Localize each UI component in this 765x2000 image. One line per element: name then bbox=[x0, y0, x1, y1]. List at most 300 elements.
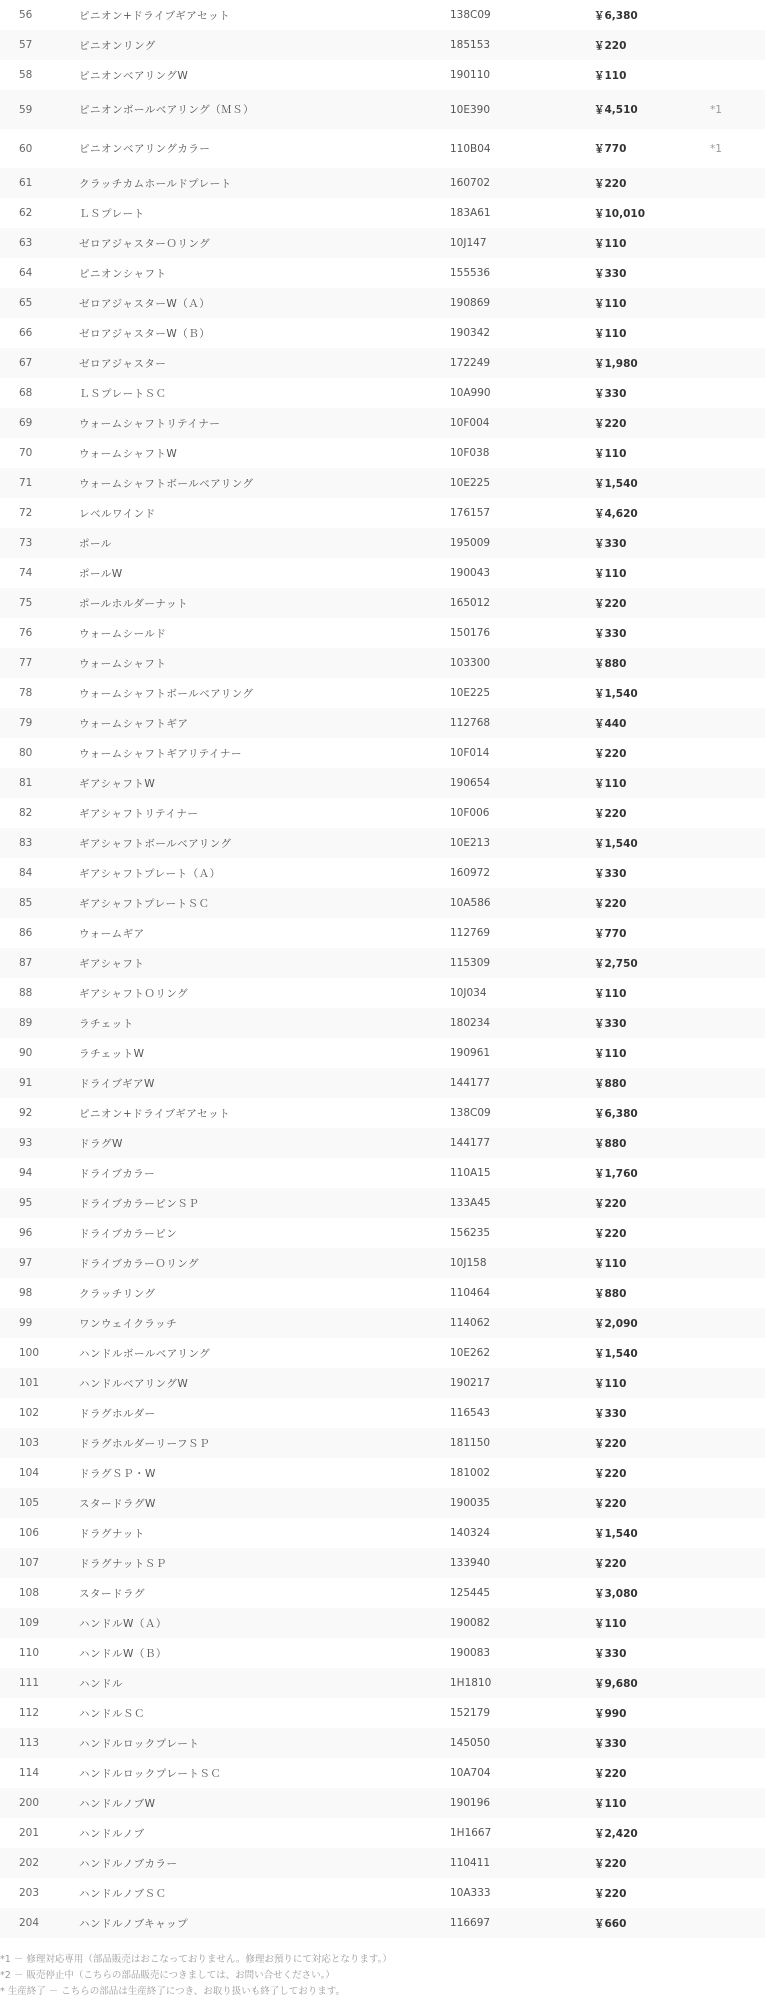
table-row bbox=[0, 348, 765, 378]
part-name-cell: ゼロアジャスターW（Ｂ） bbox=[79, 327, 211, 340]
part-note-cell bbox=[704, 918, 765, 948]
part-code-cell: 145050 bbox=[450, 1728, 594, 1758]
part-name-cell: ピニオン+ドライブギアセット bbox=[79, 1107, 231, 1120]
part-number-cell: 89 bbox=[0, 1008, 79, 1038]
part-number-cell: 90 bbox=[19, 1047, 33, 1059]
part-note-cell bbox=[704, 828, 765, 858]
part-price-cell: ￥330 bbox=[594, 1407, 627, 1420]
part-note-cell bbox=[704, 0, 765, 30]
part-note-cell bbox=[704, 1848, 765, 1878]
part-note-cell bbox=[704, 858, 765, 888]
part-name-cell: ウォームシャフトギア bbox=[79, 708, 450, 738]
table-row bbox=[0, 1488, 765, 1518]
footnotes bbox=[0, 1938, 765, 2000]
part-note-cell bbox=[704, 1248, 765, 1278]
part-number-cell: 82 bbox=[19, 807, 33, 819]
part-number-cell: 72 bbox=[19, 507, 33, 519]
part-price-cell: ￥330 bbox=[594, 1647, 627, 1660]
table-row bbox=[0, 1788, 765, 1818]
part-price-cell: ￥330 bbox=[594, 387, 627, 400]
part-price-cell: ￥880 bbox=[594, 648, 704, 678]
part-price-cell: ￥6,380 bbox=[594, 1107, 638, 1120]
part-number-cell: 56 bbox=[19, 9, 33, 21]
part-price-cell: ￥110 bbox=[594, 69, 627, 82]
part-name-cell: ハンドルノブ bbox=[79, 1827, 145, 1840]
part-number-cell: 112 bbox=[19, 1707, 40, 1719]
part-name-cell: ラチェット bbox=[79, 1008, 450, 1038]
part-name-cell: ウォームシャフト bbox=[79, 648, 450, 678]
table-row bbox=[0, 528, 765, 558]
part-name-cell: ハンドルＳＣ bbox=[79, 1707, 145, 1720]
part-number-cell: 114 bbox=[19, 1767, 40, 1779]
part-code-cell: 133A45 bbox=[450, 1188, 594, 1218]
part-name-cell: ドライブカラーＯリング bbox=[79, 1248, 450, 1278]
part-name-cell: ピニオンリング bbox=[79, 30, 450, 60]
part-note-cell bbox=[704, 1578, 765, 1608]
part-name-cell: ＬＳプレートＳＣ bbox=[79, 387, 167, 400]
table-row bbox=[0, 1698, 765, 1728]
table-row bbox=[0, 1038, 765, 1068]
part-name-cell: ドラグＳＰ・W bbox=[79, 1467, 156, 1480]
part-note-cell bbox=[704, 708, 765, 738]
part-note-cell bbox=[704, 1218, 765, 1248]
part-price-cell: ￥6,380 bbox=[594, 9, 638, 22]
part-number-cell: 102 bbox=[19, 1407, 40, 1419]
part-price-cell: ￥330 bbox=[594, 267, 627, 280]
part-code-cell: 152179 bbox=[450, 1707, 491, 1719]
part-number-cell: 200 bbox=[0, 1788, 79, 1818]
part-code-cell: 190342 bbox=[450, 327, 491, 339]
table-row bbox=[0, 498, 765, 528]
table-row bbox=[0, 948, 765, 978]
part-code-cell: 10J158 bbox=[450, 1248, 594, 1278]
footnote-2: *2 － 販売停止中（こちらの部品販売につきましては、お問い合せください。） bbox=[0, 1970, 335, 1981]
part-number-cell: 66 bbox=[19, 327, 33, 339]
part-note-cell bbox=[704, 1638, 765, 1668]
part-name-cell: クラッチカムホールドプレート bbox=[79, 168, 450, 198]
part-name-cell: ドラグホルダーリーフＳＰ bbox=[79, 1428, 450, 1458]
part-price-cell: ￥1,540 bbox=[594, 1527, 638, 1540]
part-note-cell bbox=[704, 408, 765, 438]
part-code-cell: 110464 bbox=[450, 1287, 491, 1299]
part-note-cell bbox=[704, 318, 765, 348]
part-note-cell bbox=[704, 1038, 765, 1068]
table-row bbox=[0, 888, 765, 918]
part-price-cell: ￥220 bbox=[594, 30, 704, 60]
part-number-cell: 104 bbox=[19, 1467, 40, 1479]
table-row bbox=[0, 228, 765, 258]
part-price-cell: ￥110 bbox=[594, 1248, 704, 1278]
part-price-cell: ￥220 bbox=[594, 1227, 627, 1240]
table-row bbox=[0, 408, 765, 438]
part-code-cell: 115309 bbox=[450, 948, 594, 978]
table-row bbox=[0, 1278, 765, 1308]
part-name-cell: ゼロアジャスターW（Ａ） bbox=[79, 288, 450, 318]
part-code-cell: 1H1667 bbox=[450, 1827, 492, 1839]
part-note-cell bbox=[704, 738, 765, 768]
part-number-cell: 94 bbox=[19, 1167, 33, 1179]
part-code-cell: 190035 bbox=[450, 1488, 594, 1518]
table-row bbox=[0, 798, 765, 828]
part-price-cell: ￥330 bbox=[594, 627, 627, 640]
part-code-cell: 138C09 bbox=[450, 1107, 491, 1119]
footnote-3: * 生産終了 － こちらの部品は生産終了につき、お取り扱いも終了しております。 bbox=[0, 1986, 345, 1997]
part-code-cell: 160702 bbox=[450, 168, 594, 198]
part-price-cell: ￥220 bbox=[594, 888, 704, 918]
part-number-cell: 98 bbox=[19, 1287, 33, 1299]
table-row bbox=[0, 1398, 765, 1428]
part-name-cell: ピニオン+ドライブギアセット bbox=[79, 9, 231, 22]
part-note-cell bbox=[704, 1908, 765, 1938]
part-note-cell: *1 bbox=[710, 142, 722, 155]
part-price-cell: ￥110 bbox=[594, 567, 627, 580]
part-note-cell bbox=[704, 618, 765, 648]
part-name-cell: ドライブギアW bbox=[79, 1068, 450, 1098]
table-row bbox=[0, 558, 765, 588]
part-price-cell: ￥220 bbox=[594, 1848, 704, 1878]
part-note-cell bbox=[704, 558, 765, 588]
part-code-cell: 1H1810 bbox=[450, 1668, 594, 1698]
part-price-cell: ￥440 bbox=[594, 708, 704, 738]
part-name-cell: ハンドルノブキャップ bbox=[79, 1908, 450, 1938]
part-number-cell: 76 bbox=[19, 627, 33, 639]
part-note-cell bbox=[704, 1398, 765, 1428]
table-row bbox=[0, 1458, 765, 1488]
part-note-cell bbox=[704, 438, 765, 468]
part-price-cell: ￥660 bbox=[594, 1908, 704, 1938]
part-code-cell: 195009 bbox=[450, 528, 594, 558]
part-note-cell bbox=[704, 1068, 765, 1098]
table-row bbox=[0, 1818, 765, 1848]
part-note-cell bbox=[704, 798, 765, 828]
table-row bbox=[0, 1128, 765, 1158]
part-name-cell: ウォームシールド bbox=[79, 627, 167, 640]
part-price-cell: ￥110 bbox=[594, 1608, 704, 1638]
part-code-cell: 10E390 bbox=[450, 90, 594, 129]
table-row bbox=[0, 288, 765, 318]
part-price-cell: ￥220 bbox=[594, 168, 704, 198]
part-name-cell: ＬＳプレート bbox=[79, 207, 145, 220]
part-number-cell: 88 bbox=[19, 987, 33, 999]
part-code-cell: 114062 bbox=[450, 1308, 594, 1338]
part-note-cell bbox=[704, 1098, 765, 1128]
part-code-cell: 190217 bbox=[450, 1368, 594, 1398]
part-note-cell bbox=[704, 228, 765, 258]
part-code-cell: 10A704 bbox=[450, 1767, 491, 1779]
part-code-cell: 10J147 bbox=[450, 228, 594, 258]
part-name-cell: ピニオンボールベアリング（ＭＳ） bbox=[79, 90, 450, 129]
part-price-cell: ￥3,080 bbox=[594, 1587, 638, 1600]
part-note-cell bbox=[704, 1788, 765, 1818]
part-number-cell: 81 bbox=[0, 768, 79, 798]
part-code-cell: 133940 bbox=[450, 1548, 594, 1578]
part-code-cell: 10A586 bbox=[450, 888, 594, 918]
table-row bbox=[0, 468, 765, 498]
part-price-cell: ￥110 bbox=[594, 987, 627, 1000]
table-row bbox=[0, 1008, 765, 1038]
part-price-cell: ￥110 bbox=[594, 228, 704, 258]
part-price-cell: ￥2,420 bbox=[594, 1827, 638, 1840]
part-name-cell: クラッチリング bbox=[79, 1287, 156, 1300]
part-code-cell: 190196 bbox=[450, 1788, 594, 1818]
part-number-cell: 100 bbox=[19, 1347, 40, 1359]
part-note-cell bbox=[704, 528, 765, 558]
table-row bbox=[0, 258, 765, 288]
table-row bbox=[0, 1428, 765, 1458]
part-name-cell: ギアシャフトリテイナー bbox=[79, 807, 199, 820]
part-price-cell: ￥110 bbox=[594, 288, 704, 318]
part-code-cell: 180234 bbox=[450, 1008, 594, 1038]
part-name-cell: ピニオンベアリングW bbox=[79, 69, 189, 82]
table-row bbox=[0, 1518, 765, 1548]
part-name-cell: ハンドル bbox=[79, 1668, 450, 1698]
part-number-cell: 110 bbox=[19, 1647, 40, 1659]
table-row bbox=[0, 678, 765, 708]
part-note-cell bbox=[704, 348, 765, 378]
table-row bbox=[0, 918, 765, 948]
table-row bbox=[0, 168, 765, 198]
part-name-cell: ウォームシャフトボールベアリング bbox=[79, 468, 450, 498]
part-code-cell: 176157 bbox=[450, 507, 491, 519]
part-name-cell: ハンドルノブカラー bbox=[79, 1848, 450, 1878]
part-name-cell: ドライブカラーピンＳＰ bbox=[79, 1188, 450, 1218]
part-note-cell bbox=[704, 1278, 765, 1308]
part-name-cell: スタードラグ bbox=[79, 1587, 145, 1600]
part-code-cell: 125445 bbox=[450, 1587, 491, 1599]
table-row bbox=[0, 90, 765, 129]
part-note-cell bbox=[704, 1488, 765, 1518]
part-name-cell: ピニオンシャフト bbox=[79, 267, 167, 280]
table-row bbox=[0, 129, 765, 168]
part-number-cell: 86 bbox=[19, 927, 33, 939]
part-name-cell: ゼロアジャスターＯリング bbox=[79, 228, 450, 258]
part-number-cell: 85 bbox=[0, 888, 79, 918]
part-note-cell bbox=[704, 1818, 765, 1848]
part-number-cell: 99 bbox=[0, 1308, 79, 1338]
part-price-cell: ￥1,540 bbox=[594, 468, 704, 498]
part-code-cell: 10J034 bbox=[450, 987, 487, 999]
part-name-cell: ハンドルノブＳＣ bbox=[79, 1887, 167, 1900]
part-number-cell: 74 bbox=[19, 567, 33, 579]
part-name-cell: ドラグナット bbox=[79, 1527, 145, 1540]
part-note-cell bbox=[704, 378, 765, 408]
part-name-cell: ゼロアジャスター bbox=[79, 348, 450, 378]
part-name-cell: ギアシャフトプレート（Ａ） bbox=[79, 867, 221, 880]
part-code-cell: 155536 bbox=[450, 267, 491, 279]
part-note-cell bbox=[704, 498, 765, 528]
part-name-cell: ハンドルW（Ａ） bbox=[79, 1608, 450, 1638]
part-code-cell: 10E225 bbox=[450, 468, 594, 498]
part-name-cell: ウォームシャフトギアリテイナー bbox=[79, 747, 243, 760]
part-note-cell bbox=[704, 258, 765, 288]
part-name-cell: ウォームギア bbox=[79, 927, 145, 940]
part-note-cell bbox=[704, 1428, 765, 1458]
part-number-cell: 113 bbox=[0, 1728, 79, 1758]
part-number-cell: 75 bbox=[0, 588, 79, 618]
part-number-cell: 111 bbox=[0, 1668, 79, 1698]
footnote-1: *1 － 修理対応専用（部品販売はおこなっておりません。修理お預りにて対応となります。） bbox=[0, 1954, 392, 1965]
part-note-cell bbox=[704, 1728, 765, 1758]
part-number-cell: 62 bbox=[19, 207, 33, 219]
table-row bbox=[0, 1878, 765, 1908]
part-number-cell: 60 bbox=[19, 142, 33, 155]
part-price-cell: ￥1,540 bbox=[594, 1347, 638, 1360]
table-row bbox=[0, 828, 765, 858]
part-number-cell: 105 bbox=[0, 1488, 79, 1518]
part-note-cell bbox=[704, 60, 765, 90]
part-note-cell bbox=[704, 768, 765, 798]
part-code-cell: 181002 bbox=[450, 1467, 491, 1479]
part-number-cell: 64 bbox=[19, 267, 33, 279]
part-note-cell bbox=[704, 1188, 765, 1218]
part-code-cell: 190869 bbox=[450, 288, 594, 318]
part-price-cell: ￥2,090 bbox=[594, 1308, 704, 1338]
part-note-cell bbox=[704, 288, 765, 318]
part-code-cell: 190961 bbox=[450, 1047, 491, 1059]
part-number-cell: 84 bbox=[19, 867, 33, 879]
table-row bbox=[0, 1158, 765, 1188]
part-number-cell: 96 bbox=[19, 1227, 33, 1239]
part-note-cell bbox=[704, 678, 765, 708]
part-number-cell: 59 bbox=[0, 90, 79, 129]
part-code-cell: 116543 bbox=[450, 1407, 491, 1419]
part-number-cell: 79 bbox=[0, 708, 79, 738]
part-price-cell: ￥10,010 bbox=[594, 207, 646, 220]
part-code-cell: 10A990 bbox=[450, 387, 491, 399]
part-number-cell: 73 bbox=[0, 528, 79, 558]
part-name-cell: ギアシャフトＯリング bbox=[79, 987, 189, 1000]
part-note-cell bbox=[704, 588, 765, 618]
part-number-cell: 70 bbox=[19, 447, 33, 459]
part-number-cell: 61 bbox=[0, 168, 79, 198]
part-price-cell: ￥220 bbox=[594, 1188, 704, 1218]
table-row bbox=[0, 60, 765, 90]
part-price-cell: ￥1,760 bbox=[594, 1167, 638, 1180]
part-price-cell: ￥220 bbox=[594, 1488, 704, 1518]
part-name-cell: ラチェットW bbox=[79, 1047, 145, 1060]
part-note-cell bbox=[704, 1128, 765, 1158]
part-price-cell: ￥110 bbox=[594, 327, 627, 340]
part-name-cell: ギアシャフトプレートＳＣ bbox=[79, 888, 450, 918]
part-code-cell: 110B04 bbox=[450, 142, 491, 155]
part-name-cell: ハンドルロックプレート bbox=[79, 1728, 450, 1758]
table-row bbox=[0, 1218, 765, 1248]
part-name-cell: ハンドルボールベアリング bbox=[79, 1347, 211, 1360]
table-row bbox=[0, 1248, 765, 1278]
table-row bbox=[0, 1308, 765, 1338]
part-name-cell: ドラグホルダー bbox=[79, 1407, 156, 1420]
table-row bbox=[0, 708, 765, 738]
part-price-cell: ￥770 bbox=[594, 143, 627, 155]
part-number-cell: 97 bbox=[0, 1248, 79, 1278]
table-row bbox=[0, 1578, 765, 1608]
part-code-cell: 144177 bbox=[450, 1068, 594, 1098]
part-code-cell: 190043 bbox=[450, 567, 491, 579]
part-code-cell: 190654 bbox=[450, 768, 594, 798]
part-price-cell: ￥9,680 bbox=[594, 1668, 704, 1698]
part-number-cell: 93 bbox=[0, 1128, 79, 1158]
part-code-cell: 160972 bbox=[450, 867, 491, 879]
table-row bbox=[0, 1368, 765, 1398]
part-name-cell: ハンドルロックプレートＳＣ bbox=[79, 1767, 222, 1780]
part-code-cell: 190082 bbox=[450, 1608, 594, 1638]
part-note-cell bbox=[704, 1758, 765, 1788]
part-note-cell bbox=[704, 1338, 765, 1368]
part-price-cell: ￥220 bbox=[594, 1767, 627, 1780]
table-row bbox=[0, 738, 765, 768]
part-name-cell: ウォームシャフトW bbox=[79, 447, 178, 460]
part-number-cell: 204 bbox=[0, 1908, 79, 1938]
part-note-cell bbox=[704, 648, 765, 678]
table-row bbox=[0, 318, 765, 348]
table-row bbox=[0, 1098, 765, 1128]
table-row bbox=[0, 1068, 765, 1098]
part-note-cell bbox=[704, 1878, 765, 1908]
part-name-cell: スタードラグW bbox=[79, 1488, 450, 1518]
part-code-cell: 10F038 bbox=[450, 447, 490, 459]
table-row bbox=[0, 588, 765, 618]
part-name-cell: ポールホルダーナット bbox=[79, 588, 450, 618]
part-number-cell: 69 bbox=[0, 408, 79, 438]
part-price-cell: ￥110 bbox=[594, 768, 704, 798]
table-row bbox=[0, 438, 765, 468]
part-price-cell: ￥110 bbox=[594, 1047, 627, 1060]
part-number-cell: 68 bbox=[19, 387, 33, 399]
part-number-cell: 78 bbox=[19, 687, 33, 699]
part-price-cell: ￥220 bbox=[594, 1428, 704, 1458]
part-note-cell bbox=[704, 948, 765, 978]
part-price-cell: ￥4,620 bbox=[594, 507, 638, 520]
part-number-cell: 83 bbox=[0, 828, 79, 858]
part-code-cell: 112769 bbox=[450, 927, 491, 939]
part-note-cell bbox=[704, 30, 765, 60]
table-row bbox=[0, 198, 765, 228]
part-note-cell bbox=[704, 168, 765, 198]
part-note-cell bbox=[704, 1158, 765, 1188]
part-price-cell: ￥990 bbox=[594, 1707, 627, 1720]
part-code-cell: 156235 bbox=[450, 1227, 491, 1239]
part-price-cell: ￥770 bbox=[594, 927, 627, 940]
part-price-cell: ￥880 bbox=[594, 1287, 627, 1300]
part-name-cell: ハンドルベアリングW bbox=[79, 1368, 450, 1398]
part-code-cell: 10F014 bbox=[450, 747, 490, 759]
part-note-cell bbox=[704, 1698, 765, 1728]
part-number-cell: 63 bbox=[0, 228, 79, 258]
part-number-cell: 95 bbox=[0, 1188, 79, 1218]
part-note-cell bbox=[704, 1668, 765, 1698]
table-row bbox=[0, 1608, 765, 1638]
part-code-cell: 10E262 bbox=[450, 1347, 491, 1359]
part-name-cell: ポールW bbox=[79, 567, 123, 580]
part-number-cell: 202 bbox=[0, 1848, 79, 1878]
part-number-cell: 103 bbox=[0, 1428, 79, 1458]
part-code-cell: 140324 bbox=[450, 1527, 491, 1539]
part-number-cell: 101 bbox=[0, 1368, 79, 1398]
part-code-cell: 183A61 bbox=[450, 207, 491, 219]
part-name-cell: ドラグナットＳＰ bbox=[79, 1548, 450, 1578]
part-note-cell bbox=[704, 888, 765, 918]
part-name-cell: ピニオンベアリングカラー bbox=[79, 143, 211, 155]
part-price-cell: ￥1,540 bbox=[594, 828, 704, 858]
part-number-cell: 203 bbox=[19, 1887, 40, 1899]
part-note-cell bbox=[704, 1608, 765, 1638]
part-price-cell: ￥4,510 bbox=[594, 90, 704, 129]
part-name-cell: ハンドルW（Ｂ） bbox=[79, 1647, 167, 1660]
part-name-cell: ギアシャフトW bbox=[79, 768, 450, 798]
table-row bbox=[0, 378, 765, 408]
part-code-cell: 185153 bbox=[450, 30, 594, 60]
part-number-cell: 77 bbox=[0, 648, 79, 678]
